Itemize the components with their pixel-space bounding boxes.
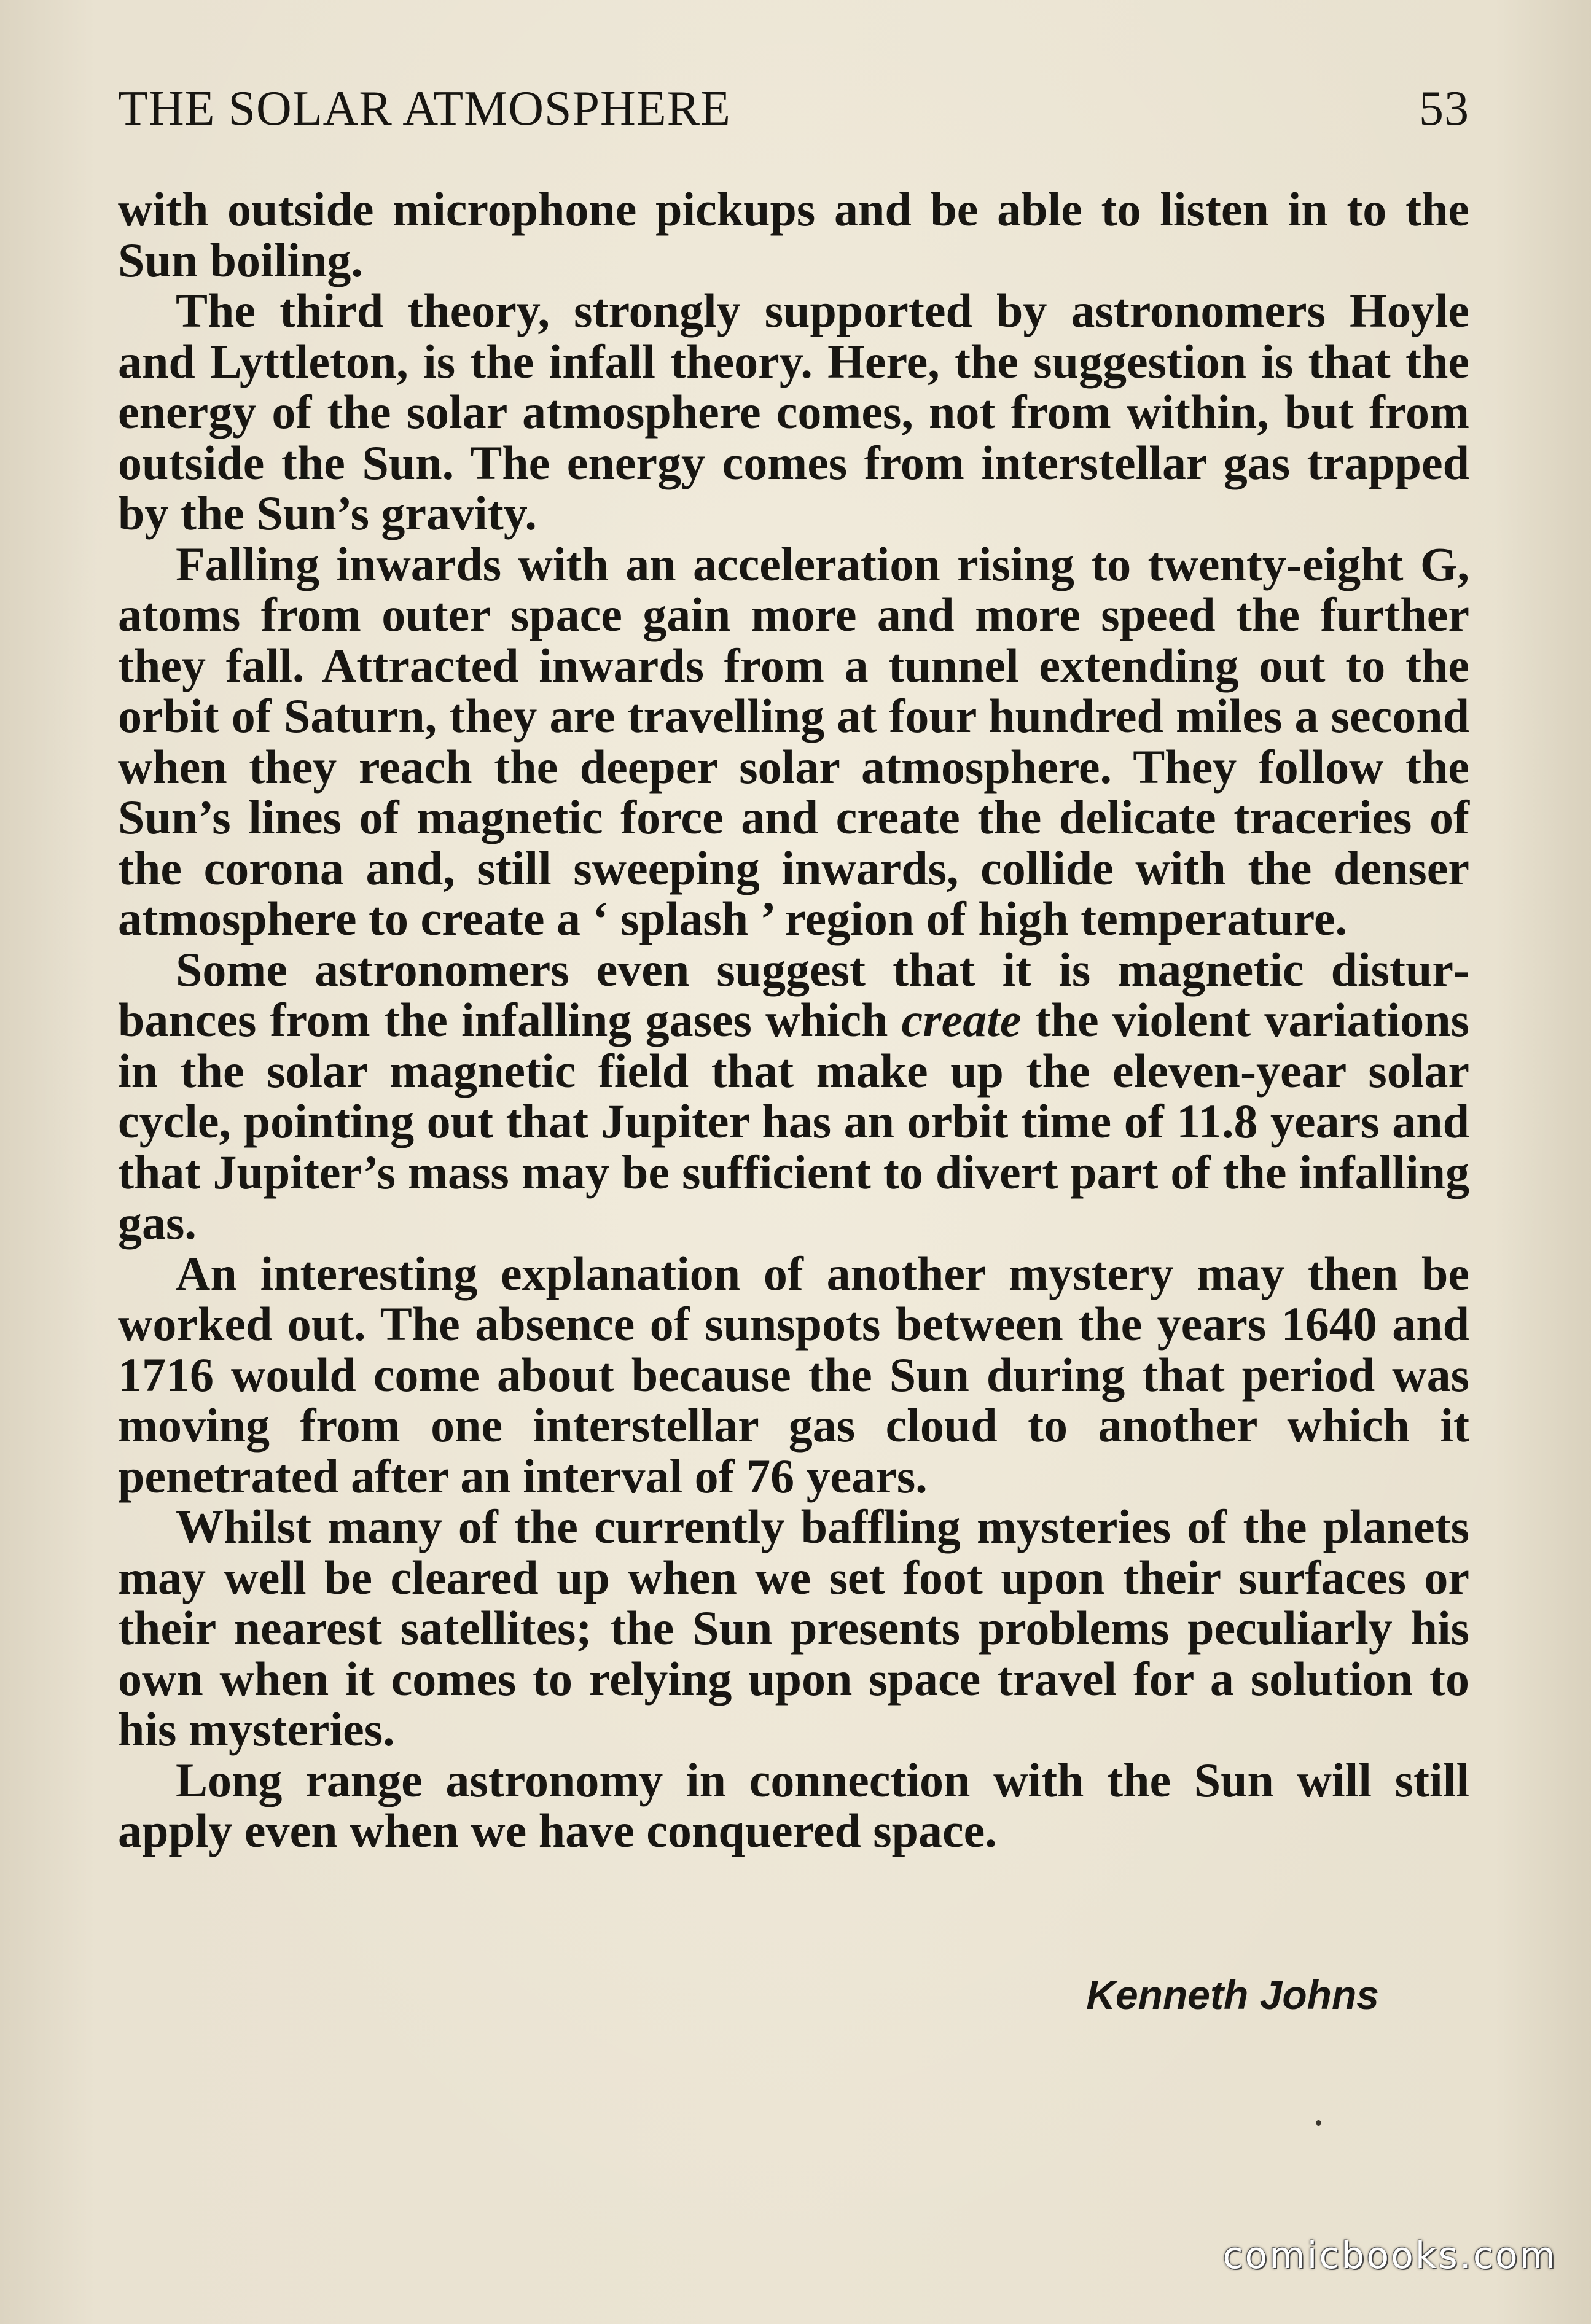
paragraph-4 — [118, 942, 1469, 1249]
article-body — [118, 184, 1469, 1857]
paragraph-7: Long range astronomy in connection with the Sun will still apply even when we have conquered space. — [118, 1753, 1469, 1857]
paragraph-1: with outside microphone pickups and be able to listen in to the Sun boiling. — [118, 182, 1469, 287]
paragraph-2: The third theory, strongly supported by astronomers Hoyle and Lyttleton, is the infall theory. Here, the suggestion is that the energy of the solar atmosphere comes, not from within, but from outside the Sun. The energy comes from interstellar gas trapped by the Sun’s gravity. — [118, 284, 1469, 540]
paragraph-4-text-after: the violent variations in the solar magnetic field that make up the eleven-year solar cycle, pointing out that Jupiter has an orbit time of 11.8 years and that Jupiter’s mass may be sufficient to divert part of the infalling gas. — [118, 993, 1469, 1249]
paragraph-4-text-before: Some astronomers even suggest that it is magnetic disturbances from the infalling gases which — [118, 942, 1469, 1047]
running-head: THE SOLAR ATMOSPHERE — [118, 82, 731, 136]
paragraph-5: An interesting explanation of another mystery may then be worked out. The absence of sunspots between the years 1640 and 1716 would come about because the Sun during that period was moving from one interstellar gas cloud to another which it penetrated after an interval of 76 years. — [118, 1246, 1469, 1503]
author-signature: Kenneth Johns — [1086, 1972, 1379, 2018]
paragraph-4-emphasis: create — [901, 993, 1022, 1047]
paragraph-6: Whilst many of the currently baffling mysteries of the planets may well be cleared up when we set foot upon their surfaces or their nearest satellites; the Sun presents problems peculiarly his own when it comes to relying upon space travel for a solution to his mysteries. — [118, 1500, 1469, 1756]
ink-speck — [1316, 2120, 1321, 2126]
page-number: 53 — [1419, 82, 1469, 136]
watermark: comicbooks.com — [1222, 2234, 1557, 2277]
paragraph-3: Falling inwards with an acceleration rising to twenty-eight G, atoms from outer space gain more and more speed the further they fall. Attracted inwards from a tunnel extending out to the orbit of Saturn, they are travelling at four hundred miles a second when they reach the deeper solar atmosphere. They follow the Sun’s lines of magnetic force and create the delicate traceries of the corona and, still sweeping inwards, collide with the denser atmosphere to create a ‘ splash ’ region of high temperature. — [118, 537, 1469, 945]
page-header — [118, 81, 1469, 142]
